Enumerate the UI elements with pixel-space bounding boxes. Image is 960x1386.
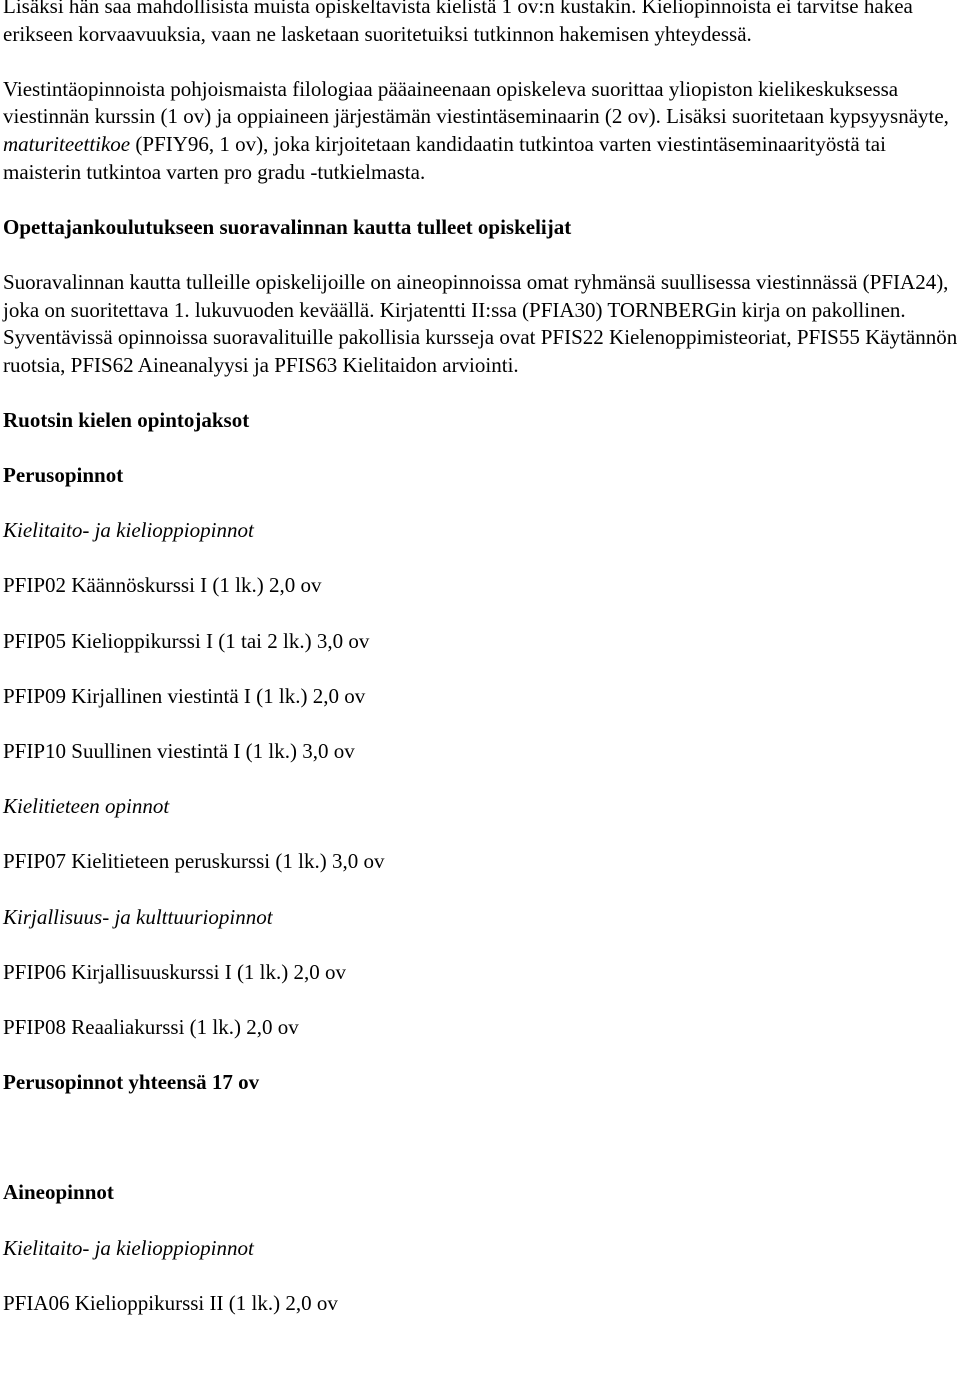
- group-title-intermediate-language-skills: Kielitaito- ja kielioppiopinnot: [3, 1235, 254, 1260]
- course-item: PFIP09 Kirjallinen viestintä I (1 lk.) 2,0 ov: [3, 683, 366, 708]
- course-item: PFIP02 Käännöskurssi I (1 lk.) 2,0 ov: [3, 573, 322, 598]
- course-item: PFIP05 Kielioppikurssi I (1 tai 2 lk.) 3,0 ov: [3, 628, 370, 653]
- group-title-language-skills: Kielitaito- ja kielioppiopinnot: [3, 518, 254, 543]
- section-spacer: [3, 1124, 958, 1179]
- basic-studies-total: Perusopinnot yhteensä 17 ov: [3, 1070, 260, 1095]
- intro-paragraph-2-text-b: (PFIY96, 1 ov), joka kirjoitetaan kandidaatin tutkintoa varten viestintäseminaarityöstä tai maisterin tutkintoa varten pro gradu -tutkielmasta.: [3, 131, 886, 184]
- swedish-courses-heading: Ruotsin kielen opintojaksot: [3, 407, 250, 432]
- document-page: [3, 0, 958, 1345]
- teacher-section-heading: Opettajankoulutukseen suoravalinnan kautta tulleet opiskelijat: [3, 214, 572, 239]
- intermediate-studies-heading: Aineopinnot: [3, 1180, 114, 1205]
- maturity-exam-term: maturiteettikoe: [3, 131, 131, 156]
- group-title-literature-culture: Kirjallisuus- ja kulttuuriopinnot: [3, 904, 273, 929]
- group-title-linguistics: Kielitieteen opinnot: [3, 794, 170, 819]
- course-item: PFIA06 Kielioppikurssi II (1 lk.) 2,0 ov: [3, 1290, 338, 1315]
- teacher-section-paragraph: Suoravalinnan kautta tulleille opiskelijoille on aineopinnoissa omat ryhmänsä suullisessa viestinnässä (PFIA24), joka on suoritettava 1. lukuvuoden keväällä. Kirjatentti II:ssa (PFIA30) TORNBERGin kirja on pakollinen. Syventävissä opinnoissa suoravalituille pakollisia kursseja ovat PFIS22 Kielenoppimisteoriat, PFIS55 Käytännön ruotsia, PFIS62 Aineanalyysi ja PFIS63 Kielitaidon arviointi.: [3, 269, 958, 377]
- course-item: PFIP07 Kielitieteen peruskurssi (1 lk.) 3,0 ov: [3, 849, 385, 874]
- course-item: PFIP08 Reaaliakurssi (1 lk.) 2,0 ov: [3, 1014, 299, 1039]
- intro-paragraph-1: Lisäksi hän saa mahdollisista muista opiskeltavista kielistä 1 ov:n kustakin. Kieliopinnoista ei tarvitse hakea erikseen korvaavuuksia, vaan ne lasketaan suoritetuiksi tutkinnon hakemisen yhteydessä.: [3, 0, 913, 46]
- course-item: PFIP06 Kirjallisuuskurssi I (1 lk.) 2,0 ov: [3, 959, 347, 984]
- course-item: PFIP10 Suullinen viestintä I (1 lk.) 3,0 ov: [3, 739, 355, 764]
- basic-studies-heading: Perusopinnot: [3, 463, 124, 488]
- intro-paragraph-2: [3, 76, 958, 186]
- intro-paragraph-2-text-a: Viestintäopinnoista pohjoismaista filologiaa pääaineenaan opiskeleva suorittaa yliopiston kielikeskuksessa viestinnän kurssin (1 ov) ja oppiaineen järjestämän viestintäseminaarin (2 ov). Lisäksi suoritetaan kypsyysnäyte,: [3, 76, 949, 129]
